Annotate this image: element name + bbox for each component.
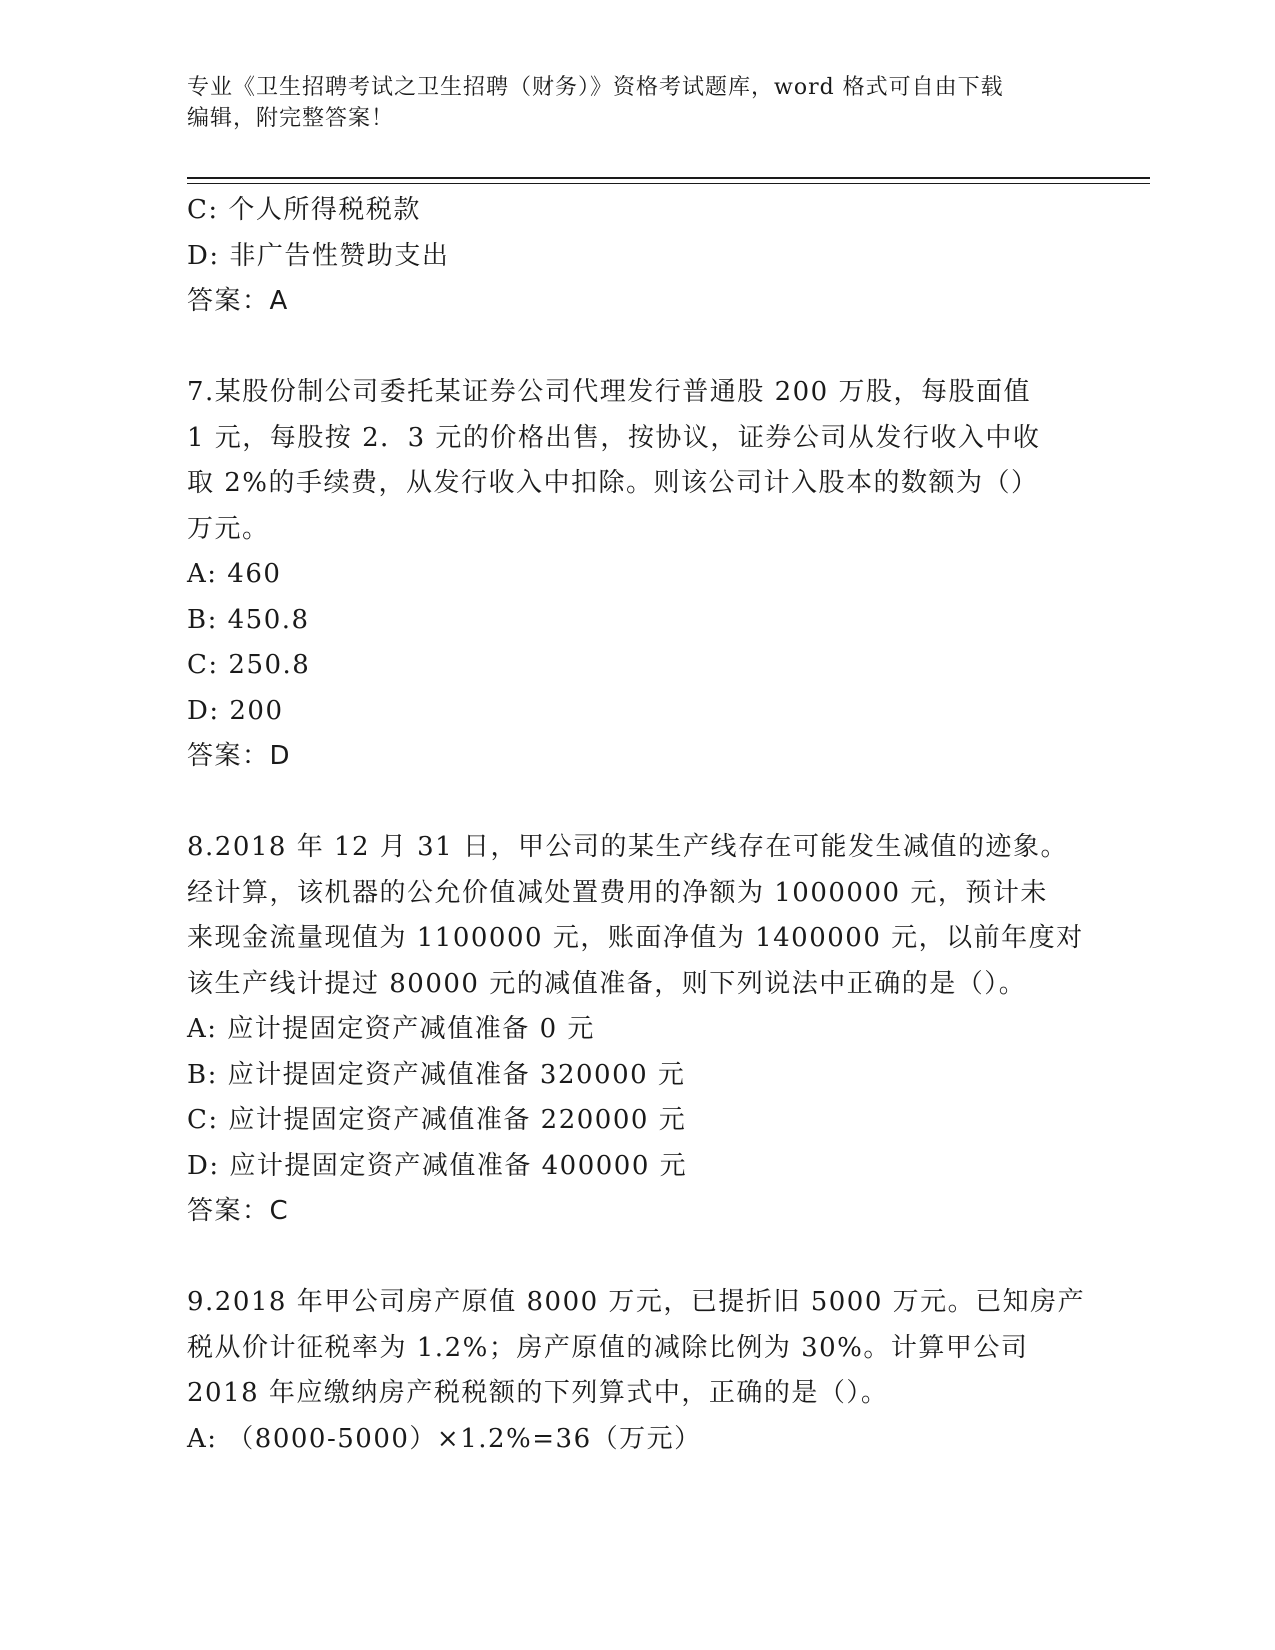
option-text: A: （8000-5000）×1.2%=36（万元） <box>187 1423 702 1454</box>
question-text: 经计算，该机器的公允价值减处置费用的净额为 1000000 元，预计未 <box>187 877 1048 908</box>
question-8 <box>187 825 1084 1235</box>
question-7 <box>187 370 1067 780</box>
option-text: B: 450.8 <box>187 604 310 635</box>
question-9 <box>187 1280 1086 1462</box>
question-list <box>187 188 1086 1462</box>
question-text: 7.某股份制公司委托某证券公司代理发行普通股 200 万股，每股面值 <box>187 377 1031 407</box>
option-text: C: 应计提固定资产减值准备 220000 元 <box>187 1105 687 1135</box>
option-text: D: 非广告性赞助支出 <box>187 240 450 271</box>
question-text: 万元。 <box>187 513 270 544</box>
answer-text: 答案：A <box>187 286 289 316</box>
option-text: D: 200 <box>187 695 284 726</box>
header-rule-thin <box>187 183 1150 184</box>
option-text: C: 250.8 <box>187 650 311 680</box>
page-header <box>187 72 1087 134</box>
spacer <box>187 1235 1067 1281</box>
spacer <box>187 325 1067 371</box>
header-line: 专业《卫生招聘考试之卫生招聘（财务）》资格考试题库，word 格式可自由下载 <box>187 75 1004 100</box>
option-text: C: 个人所得税税款 <box>187 195 421 225</box>
spacer <box>187 780 1067 826</box>
question-text: 2018 年应缴纳房产税税额的下列算式中，正确的是（）。 <box>187 1378 889 1408</box>
question-text: 税从价计征税率为 1.2%；房产原值的减除比例为 30%。计算甲公司 <box>187 1332 1029 1363</box>
option-text: B: 应计提固定资产减值准备 320000 元 <box>187 1059 686 1090</box>
question-text: 该生产线计提过 80000 元的减值准备，则下列说法中正确的是（）。 <box>187 968 1027 999</box>
option-text: A: 应计提固定资产减值准备 0 元 <box>187 1014 595 1044</box>
option-text: A: 460 <box>187 559 282 589</box>
answer-text: 答案：C <box>187 1196 290 1226</box>
question-text: 来现金流量现值为 1100000 元，账面净值为 1400000 元，以前年度对 <box>187 923 1084 953</box>
header-rule <box>187 177 1150 179</box>
question-text: 9.2018 年甲公司房产原值 8000 万元，已提折旧 5000 万元。已知房产 <box>187 1287 1086 1317</box>
question-text: 取 2%的手续费，从发行收入中扣除。则该公司计入股本的数额为（） <box>187 468 1039 498</box>
option-text: D: 应计提固定资产减值准备 400000 元 <box>187 1150 688 1181</box>
question-text: 1 元，每股按 2．3 元的价格出售，按协议，证券公司从发行收入中收 <box>187 422 1041 453</box>
header-line: 编辑，附完整答案！ <box>187 106 395 131</box>
answer-text: 答案：D <box>187 741 292 771</box>
question-text: 8.2018 年 12 月 31 日，甲公司的某生产线存在可能发生减值的迹象。 <box>187 832 1068 862</box>
